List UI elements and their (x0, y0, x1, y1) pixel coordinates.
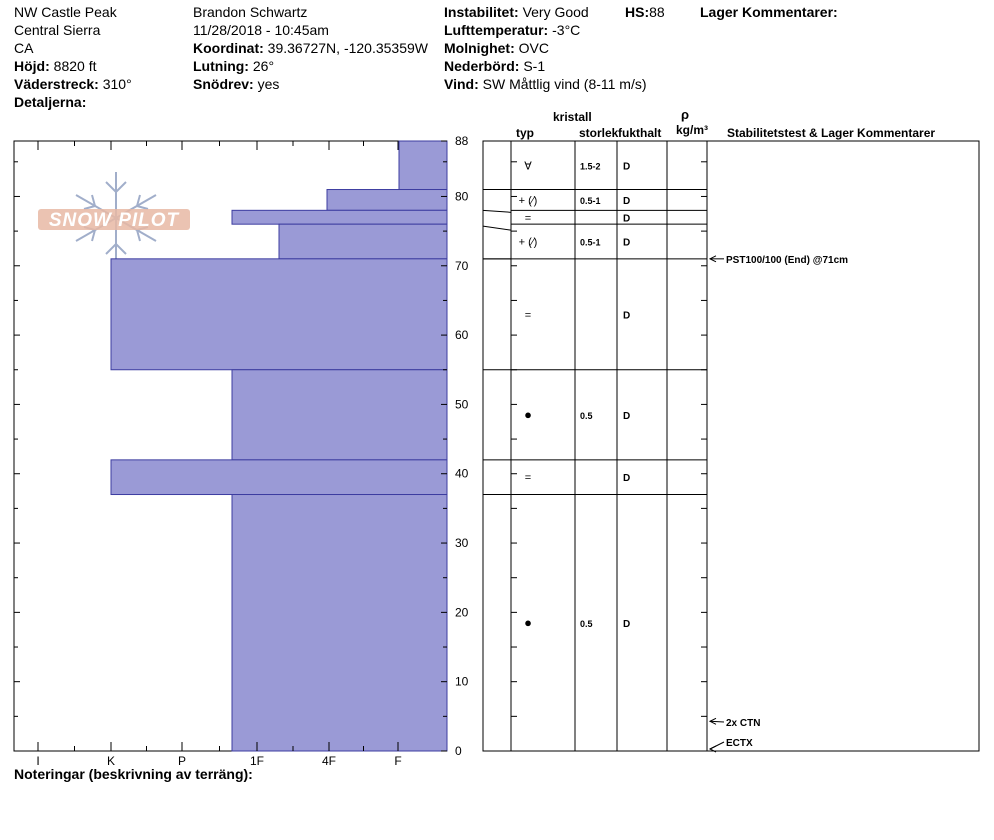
grain-type-6: = (524, 472, 532, 485)
layer-connector (483, 210, 511, 212)
state: CA (14, 40, 34, 56)
logo-text: SNOW PILOT (48, 210, 180, 231)
col-moisture-header: fukthalt (618, 126, 662, 140)
col-size-header: storlek (579, 126, 619, 140)
moisture-3: D (623, 237, 631, 249)
grain-type-2: = (524, 212, 532, 225)
layer-connector (483, 226, 511, 230)
sky-value: OVC (518, 40, 549, 56)
moisture-6: D (623, 473, 631, 485)
precip-value: S-1 (523, 58, 546, 74)
observer: Brandon Schwartz (193, 4, 308, 20)
col-density-unit: kg/m³ (676, 123, 709, 137)
stability-label: Instabilitet: (444, 4, 519, 20)
wind-loading-value: yes (257, 76, 280, 92)
grain-type-0: ∀ (524, 160, 532, 173)
grain-type-7: ● (524, 614, 532, 630)
grain-type-3: + (⁄) (518, 236, 538, 249)
moisture-5: D (623, 410, 631, 422)
details-label: Detaljerna: (14, 94, 87, 110)
slope-value: 26° (252, 58, 275, 74)
test-label-0: PST100/100 (End) @71cm (726, 254, 849, 266)
grain-size-1: 0.5-1 (580, 195, 601, 206)
y-tick-label-88: 88 (455, 134, 469, 148)
moisture-1: D (623, 195, 631, 207)
mountain-range: Central Sierra (14, 22, 101, 38)
grain-size-3: 0.5-1 (580, 237, 601, 248)
hs-label: HS: (625, 4, 650, 20)
grain-type-4: = (524, 309, 532, 322)
test-label-1: 2x CTN (726, 718, 761, 729)
precip-label: Nederbörd: (444, 58, 520, 74)
x-tick-label-I: I (36, 754, 40, 768)
hardness-bar-0 (399, 141, 447, 190)
grain-size-5: 0.5 (580, 410, 593, 421)
elevation-label: Höjd: (14, 58, 50, 74)
moisture-0: D (623, 161, 631, 173)
x-tick-label-F: F (394, 754, 402, 768)
x-tick-label-P: P (177, 754, 187, 768)
aspect-label: Väderstreck: (14, 76, 99, 92)
wind-label: Vind: (444, 76, 479, 92)
x-tick-label-1F: 1F (249, 754, 265, 768)
hardness-bar-5 (232, 370, 447, 460)
y-tick-label-10: 10 (455, 674, 469, 689)
hardness-bar-2 (232, 210, 447, 224)
hardness-bar-3 (279, 224, 447, 259)
col-tests-header: Stabilitetstest & Lager Kommentarer (727, 126, 936, 140)
x-tick-label-K: K (106, 754, 116, 768)
y-tick-label-40: 40 (455, 466, 469, 481)
grain-type-5: ● (524, 406, 532, 422)
y-tick-label-80: 80 (455, 189, 469, 204)
wind-loading-label: Snödrev: (193, 76, 254, 92)
y-tick-label-50: 50 (455, 397, 469, 412)
layer-table-frame (483, 141, 979, 751)
grain-size-0: 1.5-2 (580, 161, 601, 172)
test-label-2: ECTX (726, 738, 753, 749)
grain-size-7: 0.5 (580, 618, 593, 629)
coords-value: 39.36727N, -120.35359W (267, 40, 428, 56)
stability-value: Very Good (522, 4, 589, 20)
sky-label: Molnighet: (444, 40, 515, 56)
slope-label: Lutning: (193, 58, 249, 74)
coords-label: Koordinat: (193, 40, 264, 56)
y-tick-label-70: 70 (455, 258, 469, 273)
layer-comments-label: Lager Kommentarer: (700, 4, 838, 20)
moisture-7: D (623, 618, 631, 630)
y-tick-label-30: 30 (455, 536, 469, 551)
terrain-notes-label: Noteringar (beskrivning av terräng): (14, 766, 253, 782)
air-temp-label: Lufttemperatur: (444, 22, 549, 38)
y-tick-label-20: 20 (455, 605, 469, 620)
x-tick-label-4F: 4F (321, 754, 337, 768)
hardness-bar-4 (111, 259, 447, 370)
hardness-bar-6 (111, 460, 447, 495)
hs-value: 88 (649, 4, 665, 20)
hardness-bar-1 (327, 190, 447, 211)
col-type-header: typ (516, 126, 534, 140)
site-name: NW Castle Peak (14, 4, 117, 20)
hardness-bar-7 (232, 495, 447, 751)
wind-value: SW Måttlig vind (8-11 m/s) (482, 76, 647, 92)
col-rho-header: ρ (681, 107, 690, 122)
col-crystal-header: kristall (553, 110, 592, 124)
air-temp-value: -3°C (552, 22, 581, 38)
moisture-2: D (623, 213, 631, 225)
y-tick-label-0: 0 (455, 744, 462, 758)
grain-type-1: + (⁄) (518, 194, 538, 207)
elevation-value: 8820 ft (53, 58, 97, 74)
datetime: 11/28/2018 - 10:45am (193, 22, 329, 38)
aspect-value: 310° (102, 76, 132, 92)
moisture-4: D (623, 310, 631, 322)
y-tick-label-60: 60 (455, 328, 469, 343)
